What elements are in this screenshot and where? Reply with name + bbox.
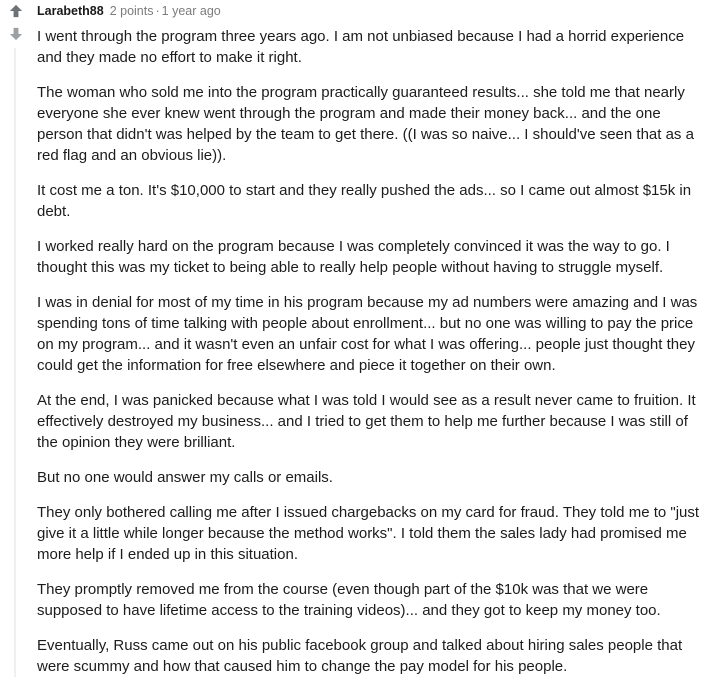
upvote-arrow-icon: [9, 4, 23, 18]
comment-paragraph: But no one would answer my calls or emails.: [37, 469, 333, 486]
downvote-arrow-icon: [9, 27, 23, 41]
comment-paragraph: They only bothered calling me after I issued chargebacks on my card for fraud. They told me to "just give it a little while longer because the method works". I told them the sales lady had promised me more help if I ended up in this situation.: [37, 504, 700, 563]
comment-text: [37, 26, 709, 677]
meta-separator: ·: [155, 4, 160, 18]
comment-main: [37, 0, 718, 677]
comment-age: 1 year ago: [161, 4, 221, 18]
vote-column: [0, 0, 37, 677]
comment-paragraph: It cost me a ton. It's $10,000 to start and they really pushed the ads... so I came out almost $15k in debt.: [37, 182, 692, 220]
comment-paragraph: I worked really hard on the program because I was completely convinced it was the way to go. I thought this was my ticket to being able to really help people without having to struggle myself.: [37, 238, 670, 276]
upvote-button[interactable]: [9, 4, 23, 18]
comment-paragraph: At the end, I was panicked because what I was told I would see as a result never came to fruition. It effectively destroyed my business... and I tried to get them to help me further because I was still of the opinion they were brilliant.: [37, 392, 696, 451]
comment-paragraph: Eventually, Russ came out on his public facebook group and talked about hiring sales people that were scummy and how that caused him to change the pay model for his people.: [37, 637, 683, 675]
comment-score: 2 points: [109, 4, 154, 18]
comment-paragraph: The woman who sold me into the program practically guaranteed results... she told me that nearly everyone she ever knew went through the program and made their money back... and the one person that didn't was helped by the team to get there. ((I was so naive... I should've seen that as a red flag and an obvious lie)).: [37, 84, 694, 164]
downvote-button[interactable]: [9, 27, 23, 41]
comment-header: [37, 3, 710, 19]
comment-paragraph: I was in denial for most of my time in his program because my ad numbers were amazing and I was spending tons of time talking with people about enrollment... but no one was willing to pay the price on my program... and it wasn't even an unfair cost for what I was offering... people just thought they could get the information for free elsewhere and piece it together on their own.: [37, 294, 698, 374]
comment-collapse-thread-line[interactable]: [14, 48, 16, 677]
comment-author-link[interactable]: Larabeth88: [37, 4, 104, 18]
comment-paragraph: I went through the program three years ago. I am not unbiased because I had a horrid experience and they made no effort to make it right.: [37, 28, 685, 66]
comment-paragraph: They promptly removed me from the course (even though part of the $10k was that we were supposed to have lifetime access to the training videos)... and they got to keep my money too.: [37, 581, 661, 619]
